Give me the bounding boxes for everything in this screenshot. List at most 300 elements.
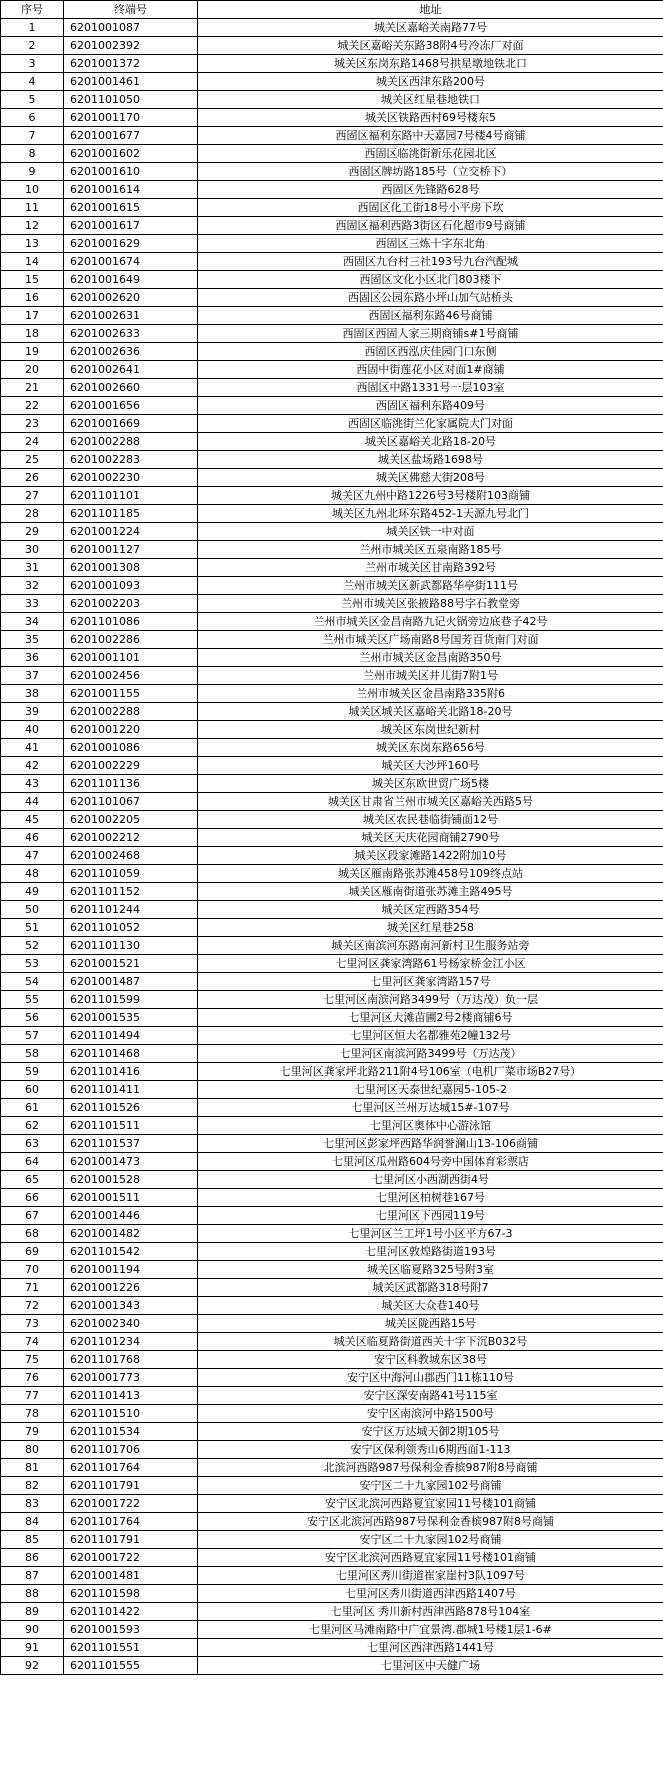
cell-address: 城关区九州北环东路452-1天源九号北门 [198,505,663,523]
cell-seq: 49 [1,883,64,901]
cell-address: 七里河区恒大名都雅苑2幢132号 [198,1027,663,1045]
cell-address: 西固区西泓庆佳园门口东侧 [198,343,663,361]
cell-address: 七里河区西津西路1441号 [198,1639,663,1657]
cell-address: 兰州市城关区新武都路华亭街111号 [198,577,663,595]
table-row [1,559,663,577]
table-row [1,1063,663,1081]
table-row [1,1621,663,1639]
cell-seq: 63 [1,1135,64,1153]
cell-address: 七里河区马滩南路中广宜景湾.郡城1号楼1层1-6# [198,1621,663,1639]
table-row [1,883,663,901]
cell-address: 西固区西固人家三期商铺s#1号商铺 [198,325,663,343]
table-row [1,271,663,289]
table-row [1,595,663,613]
table-row [1,919,663,937]
cell-address: 七里河区中天健广场 [198,1657,663,1675]
cell-address: 兰州市城关区金昌南路350号 [198,649,663,667]
table-row [1,865,663,883]
table-row [1,1657,663,1675]
cell-address: 七里河区小西湖西街4号 [198,1171,663,1189]
cell-terminal: 6201101768 [64,1351,198,1369]
cell-seq: 15 [1,271,64,289]
table-row [1,1495,663,1513]
table-row [1,181,663,199]
table-row [1,991,663,1009]
cell-address: 西固中街莲花小区对面1#商铺 [198,361,663,379]
table-row [1,1207,663,1225]
cell-seq: 35 [1,631,64,649]
table-row [1,793,663,811]
cell-terminal: 6201002631 [64,307,198,325]
cell-seq: 5 [1,91,64,109]
cell-seq: 33 [1,595,64,613]
cell-seq: 9 [1,163,64,181]
table-row [1,217,663,235]
cell-address: 兰州市城关区五泉南路185号 [198,541,663,559]
table-row [1,1009,663,1027]
table-row [1,37,663,55]
cell-terminal: 6201001615 [64,199,198,217]
cell-seq: 86 [1,1549,64,1567]
cell-address: 城关区临夏路街道西关十字下沉B032号 [198,1333,663,1351]
table-row [1,1081,663,1099]
cell-address: 安宁区中海河山郡西门11栋110号 [198,1369,663,1387]
cell-terminal: 6201001482 [64,1225,198,1243]
cell-address: 西固区福利西路3街区石化超市9号商铺 [198,217,663,235]
cell-seq: 11 [1,199,64,217]
cell-address: 兰州市城关区金昌南路335附6 [198,685,663,703]
cell-seq: 12 [1,217,64,235]
cell-terminal: 6201001656 [64,397,198,415]
cell-seq: 70 [1,1261,64,1279]
cell-seq: 4 [1,73,64,91]
table-row [1,1045,663,1063]
cell-seq: 38 [1,685,64,703]
cell-seq: 68 [1,1225,64,1243]
cell-terminal: 6201101510 [64,1405,198,1423]
cell-address: 城关区红星巷258 [198,919,663,937]
table-row [1,433,663,451]
cell-terminal: 6201101468 [64,1045,198,1063]
cell-address: 城关区嘉峪关北路18-20号 [198,433,663,451]
cell-address: 城关区武都路318号附7 [198,1279,663,1297]
cell-seq: 28 [1,505,64,523]
cell-seq: 8 [1,145,64,163]
cell-seq: 20 [1,361,64,379]
cell-address: 安宁区北滨河西路987号保利金香槟987附8号商铺 [198,1513,663,1531]
table-row [1,703,663,721]
cell-terminal: 6201001535 [64,1009,198,1027]
cell-seq: 88 [1,1585,64,1603]
cell-terminal: 6201001481 [64,1567,198,1585]
cell-terminal: 6201002468 [64,847,198,865]
cell-address: 七里河区彭家坪西路华润誉澜山13-106商铺 [198,1135,663,1153]
cell-address: 城关区嘉峪关南路77号 [198,19,663,37]
cell-terminal: 6201101059 [64,865,198,883]
cell-terminal: 6201101411 [64,1081,198,1099]
cell-seq: 25 [1,451,64,469]
cell-address: 城关区铁一中对面 [198,523,663,541]
table-header-row [1,1,663,19]
table-row [1,973,663,991]
cell-terminal: 6201001773 [64,1369,198,1387]
cell-terminal: 6201002286 [64,631,198,649]
cell-address: 西固区文化小区北门803楼下 [198,271,663,289]
cell-seq: 83 [1,1495,64,1513]
cell-address: 城关区定西路354号 [198,901,663,919]
cell-address: 西固区中路1331号一层103室 [198,379,663,397]
cell-seq: 32 [1,577,64,595]
cell-terminal: 6201101599 [64,991,198,1009]
cell-terminal: 6201002288 [64,433,198,451]
cell-address: 七里河区龚家湾路61号杨家桥金江小区 [198,955,663,973]
cell-terminal: 6201002633 [64,325,198,343]
cell-address: 兰州市城关区张掖路88号字石教堂旁 [198,595,663,613]
cell-seq: 65 [1,1171,64,1189]
table-row [1,1405,663,1423]
cell-seq: 78 [1,1405,64,1423]
cell-seq: 37 [1,667,64,685]
cell-address: 北滨河西路987号保利金香槟987附8号商铺 [198,1459,663,1477]
cell-seq: 69 [1,1243,64,1261]
table-row [1,955,663,973]
cell-address: 七里河区天泰世纪嘉园5-105-2 [198,1081,663,1099]
cell-seq: 47 [1,847,64,865]
cell-address: 西固区临洮街兰化家属院大门对面 [198,415,663,433]
cell-terminal: 6201001528 [64,1171,198,1189]
cell-seq: 16 [1,289,64,307]
cell-address: 西固区先锋路628号 [198,181,663,199]
table-row [1,1135,663,1153]
cell-terminal: 6201002283 [64,451,198,469]
cell-terminal: 6201001220 [64,721,198,739]
cell-address: 城关区九州中路1226号3号楼附103商铺 [198,487,663,505]
cell-seq: 84 [1,1513,64,1531]
cell-address: 七里河区柏树巷167号 [198,1189,663,1207]
cell-terminal: 6201101534 [64,1423,198,1441]
cell-terminal: 6201101764 [64,1513,198,1531]
cell-terminal: 6201001372 [64,55,198,73]
cell-address: 城关区红星巷地铁口 [198,91,663,109]
table-row [1,253,663,271]
cell-address: 西固区临洮街新乐花园北区 [198,145,663,163]
cell-seq: 61 [1,1099,64,1117]
cell-terminal: 6201001649 [64,271,198,289]
cell-seq: 54 [1,973,64,991]
cell-terminal: 6201101416 [64,1063,198,1081]
table-row [1,721,663,739]
cell-seq: 57 [1,1027,64,1045]
cell-terminal: 6201001087 [64,19,198,37]
cell-seq: 92 [1,1657,64,1675]
cell-address: 城关区铁路西村69号楼东5 [198,109,663,127]
cell-seq: 2 [1,37,64,55]
cell-address: 七里河区下西园119号 [198,1207,663,1225]
cell-terminal: 6201001487 [64,973,198,991]
cell-address: 城关区西津东路200号 [198,73,663,91]
cell-seq: 22 [1,397,64,415]
cell-terminal: 6201002230 [64,469,198,487]
table-row [1,1351,663,1369]
cell-address: 城关区东欧世贸广场5楼 [198,775,663,793]
table-row [1,469,663,487]
cell-seq: 10 [1,181,64,199]
cell-seq: 42 [1,757,64,775]
cell-seq: 67 [1,1207,64,1225]
cell-terminal: 6201101791 [64,1477,198,1495]
cell-seq: 44 [1,793,64,811]
cell-terminal: 6201001093 [64,577,198,595]
cell-address: 七里河区瓜州路604号旁中国体育彩票店 [198,1153,663,1171]
header-terminal: 终端号 [64,1,198,19]
cell-seq: 81 [1,1459,64,1477]
cell-address: 七里河区 秀川新村西津西路878号104室 [198,1603,663,1621]
cell-address: 安宁区保利领秀山6期西面1-113 [198,1441,663,1459]
table-row [1,1279,663,1297]
table-body [1,19,663,1675]
table-row [1,1117,663,1135]
cell-address: 安宁区二十九家园102号商铺 [198,1531,663,1549]
table-row [1,1099,663,1117]
cell-terminal: 6201101422 [64,1603,198,1621]
cell-seq: 80 [1,1441,64,1459]
cell-terminal: 6201001617 [64,217,198,235]
cell-terminal: 6201001669 [64,415,198,433]
table-row [1,487,663,505]
cell-terminal: 6201001722 [64,1549,198,1567]
table-row [1,901,663,919]
table-row [1,1477,663,1495]
cell-address: 城关区临夏路325号附3室 [198,1261,663,1279]
cell-seq: 55 [1,991,64,1009]
cell-seq: 48 [1,865,64,883]
cell-address: 七里河区南滨河路3499号（万达茂）负一层 [198,991,663,1009]
table-row [1,199,663,217]
cell-address: 西固区九台村三社193号九台汽配城 [198,253,663,271]
cell-terminal: 6201001602 [64,145,198,163]
cell-seq: 77 [1,1387,64,1405]
cell-seq: 53 [1,955,64,973]
table-row [1,1369,663,1387]
cell-seq: 82 [1,1477,64,1495]
cell-terminal: 6201101185 [64,505,198,523]
table-row [1,1243,663,1261]
table-row [1,307,663,325]
cell-terminal: 6201002620 [64,289,198,307]
cell-terminal: 6201101052 [64,919,198,937]
table-row [1,1315,663,1333]
cell-address: 城关区天庆花园商铺2790号 [198,829,663,847]
cell-seq: 87 [1,1567,64,1585]
cell-address: 西固区三炼十字东北角 [198,235,663,253]
cell-address: 安宁区北滨河西路夏宜家园11号楼101商铺 [198,1495,663,1513]
cell-seq: 66 [1,1189,64,1207]
cell-seq: 34 [1,613,64,631]
cell-address: 城关区嘉峪关东路38附4号冷冻厂对面 [198,37,663,55]
cell-terminal: 6201001593 [64,1621,198,1639]
cell-address: 城关区城关区嘉峪关北路18-20号 [198,703,663,721]
cell-seq: 79 [1,1423,64,1441]
cell-terminal: 6201101130 [64,937,198,955]
cell-seq: 1 [1,19,64,37]
cell-address: 七里河区南滨河路3499号（万达茂） [198,1045,663,1063]
cell-terminal: 6201101791 [64,1531,198,1549]
cell-address: 七里河区敦煌路街道193号 [198,1243,663,1261]
cell-address: 七里河区奥体中心游泳馆 [198,1117,663,1135]
cell-terminal: 6201001226 [64,1279,198,1297]
cell-seq: 26 [1,469,64,487]
cell-seq: 52 [1,937,64,955]
cell-terminal: 6201101086 [64,613,198,631]
table-row [1,415,663,433]
cell-seq: 59 [1,1063,64,1081]
table-row [1,343,663,361]
cell-terminal: 6201101537 [64,1135,198,1153]
cell-address: 城关区大沙坪160号 [198,757,663,775]
table-row [1,1513,663,1531]
cell-seq: 30 [1,541,64,559]
table-row [1,829,663,847]
cell-seq: 51 [1,919,64,937]
cell-address: 安宁区北滨河西路夏宜家园11号楼101商铺 [198,1549,663,1567]
cell-terminal: 6201101555 [64,1657,198,1675]
cell-address: 七里河区秀川街道崔家崖村3队1097号 [198,1567,663,1585]
table-row [1,1225,663,1243]
cell-terminal: 6201001127 [64,541,198,559]
table-row [1,685,663,703]
cell-address: 兰州市城关区广场南路8号国芳百货南门对面 [198,631,663,649]
cell-address: 城关区佛慈大街208号 [198,469,663,487]
table-row [1,325,663,343]
cell-seq: 91 [1,1639,64,1657]
cell-seq: 71 [1,1279,64,1297]
table-row [1,1423,663,1441]
table-row [1,1639,663,1657]
table-row [1,91,663,109]
cell-seq: 19 [1,343,64,361]
table-row [1,235,663,253]
cell-seq: 73 [1,1315,64,1333]
cell-address: 西固区公园东路小坪山加气站桥头 [198,289,663,307]
table-row [1,55,663,73]
table-row [1,73,663,91]
table-row [1,523,663,541]
table-row [1,1027,663,1045]
cell-terminal: 6201101413 [64,1387,198,1405]
cell-terminal: 6201002340 [64,1315,198,1333]
cell-address: 城关区陇西路15号 [198,1315,663,1333]
table-row [1,361,663,379]
table-row [1,397,663,415]
cell-terminal: 6201101244 [64,901,198,919]
table-row [1,19,663,37]
cell-terminal: 6201001610 [64,163,198,181]
cell-address: 七里河区秀川街道西津西路1407号 [198,1585,663,1603]
cell-terminal: 6201101234 [64,1333,198,1351]
cell-address: 安宁区二十九家园102号商铺 [198,1477,663,1495]
cell-address: 西固区福利东路中天嘉园7号楼4号商铺 [198,127,663,145]
cell-address: 城关区雁南街道张苏滩主路495号 [198,883,663,901]
cell-address: 安宁区南滨河中路1500号 [198,1405,663,1423]
table-row [1,127,663,145]
cell-terminal: 6201001343 [64,1297,198,1315]
table-row [1,613,663,631]
cell-address: 城关区甘肃省兰州市城关区嘉峪关西路5号 [198,793,663,811]
cell-terminal: 6201001170 [64,109,198,127]
cell-terminal: 6201001614 [64,181,198,199]
table-row [1,649,663,667]
table-row [1,145,663,163]
cell-address: 安宁区万达城天御2期105号 [198,1423,663,1441]
cell-address: 七里河区龚家湾路157号 [198,973,663,991]
cell-terminal: 6201001473 [64,1153,198,1171]
table-row [1,1585,663,1603]
table-row [1,451,663,469]
cell-seq: 60 [1,1081,64,1099]
table-row [1,1603,663,1621]
cell-address: 城关区南滨河东路南河新村卫生服务站旁 [198,937,663,955]
cell-address: 安宁区深安南路41号115室 [198,1387,663,1405]
table-row [1,289,663,307]
table-row [1,1459,663,1477]
cell-seq: 41 [1,739,64,757]
table-row [1,1387,663,1405]
cell-terminal: 6201101050 [64,91,198,109]
cell-seq: 56 [1,1009,64,1027]
cell-address: 城关区大众巷140号 [198,1297,663,1315]
cell-terminal: 6201101511 [64,1117,198,1135]
cell-terminal: 6201101136 [64,775,198,793]
cell-address: 城关区东岗世纪新村 [198,721,663,739]
table-row [1,1441,663,1459]
cell-seq: 18 [1,325,64,343]
cell-seq: 13 [1,235,64,253]
table-row [1,379,663,397]
cell-terminal: 6201002205 [64,811,198,829]
header-address: 地址 [198,1,663,19]
cell-seq: 62 [1,1117,64,1135]
cell-terminal: 6201001722 [64,1495,198,1513]
cell-address: 兰州市城关区井儿街7附1号 [198,667,663,685]
table-row [1,1531,663,1549]
cell-terminal: 6201001461 [64,73,198,91]
table-row [1,667,663,685]
cell-seq: 89 [1,1603,64,1621]
cell-seq: 39 [1,703,64,721]
cell-seq: 36 [1,649,64,667]
cell-address: 城关区东岗东路1468号拱星墩地铁北口 [198,55,663,73]
cell-seq: 72 [1,1297,64,1315]
table-row [1,847,663,865]
cell-seq: 90 [1,1621,64,1639]
cell-terminal: 6201002641 [64,361,198,379]
cell-address: 城关区农民巷临街铺面12号 [198,811,663,829]
cell-terminal: 6201002660 [64,379,198,397]
cell-seq: 46 [1,829,64,847]
cell-seq: 85 [1,1531,64,1549]
cell-address: 西固区牌坊路185号（立交桥下） [198,163,663,181]
cell-terminal: 6201101764 [64,1459,198,1477]
header-seq: 序号 [1,1,64,19]
cell-terminal: 6201101494 [64,1027,198,1045]
table-row [1,1261,663,1279]
cell-terminal: 6201001677 [64,127,198,145]
cell-seq: 29 [1,523,64,541]
cell-seq: 50 [1,901,64,919]
table-row [1,937,663,955]
cell-seq: 45 [1,811,64,829]
cell-seq: 27 [1,487,64,505]
